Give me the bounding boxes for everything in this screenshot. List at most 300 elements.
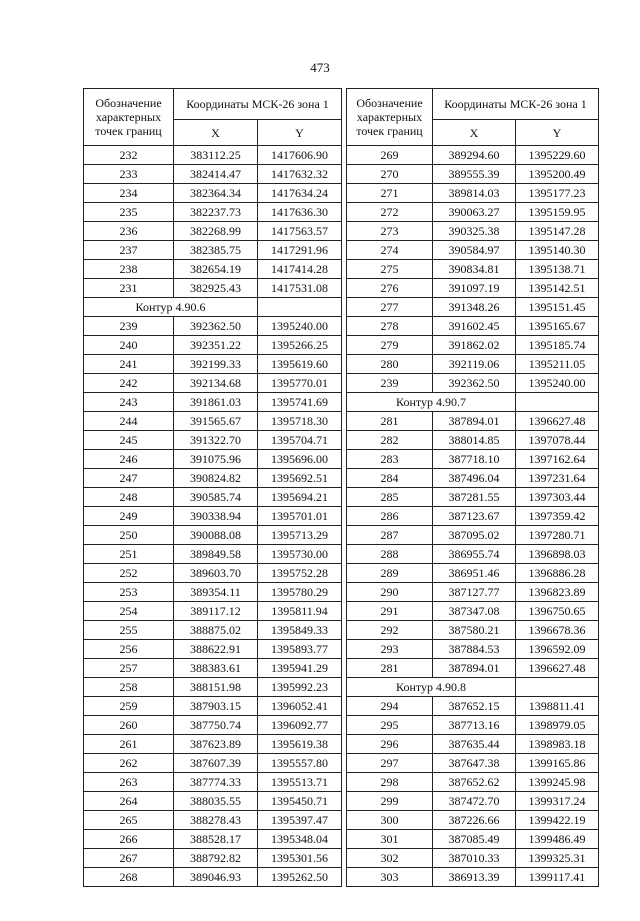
table-row	[84, 792, 342, 811]
contour-row	[347, 678, 599, 697]
header-coordinates: Координаты МСК-26 зона 1	[433, 89, 599, 120]
table-row	[347, 507, 599, 526]
point-number-cell: 249	[84, 507, 174, 526]
x-coordinate-cell: 391322.70	[174, 431, 258, 450]
y-coordinate-cell: 1395229.60	[516, 146, 599, 165]
y-coordinate-cell: 1397231.64	[516, 469, 599, 488]
table-row	[84, 545, 342, 564]
point-number-cell: 241	[84, 355, 174, 374]
x-coordinate-cell: 387750.74	[174, 716, 258, 735]
y-coordinate-cell: 1397359.42	[516, 507, 599, 526]
x-coordinate-cell: 387347.08	[433, 602, 516, 621]
table-row	[84, 678, 342, 697]
y-coordinate-cell: 1396627.48	[516, 412, 599, 431]
x-coordinate-cell: 391075.96	[174, 450, 258, 469]
point-number-cell: 238	[84, 260, 174, 279]
point-number-cell: 263	[84, 773, 174, 792]
point-number-cell: 291	[347, 602, 433, 621]
table-row	[347, 355, 599, 374]
point-number-cell: 294	[347, 697, 433, 716]
table-row	[84, 412, 342, 431]
y-coordinate-cell: 1396750.65	[516, 602, 599, 621]
x-coordinate-cell: 382414.47	[174, 165, 258, 184]
point-number-cell: 278	[347, 317, 433, 336]
y-coordinate-cell: 1396678.36	[516, 621, 599, 640]
contour-label: Контур 4.90.8	[347, 678, 516, 697]
y-coordinate-cell: 1397078.44	[516, 431, 599, 450]
x-coordinate-cell: 391862.02	[433, 336, 516, 355]
x-coordinate-cell: 390088.08	[174, 526, 258, 545]
table-row	[84, 735, 342, 754]
x-coordinate-cell: 386913.39	[433, 868, 516, 887]
table-row	[347, 241, 599, 260]
table-row	[84, 640, 342, 659]
point-number-cell: 282	[347, 431, 433, 450]
y-coordinate-cell: 1395730.00	[258, 545, 342, 564]
coordinates-table-right	[346, 88, 599, 887]
point-number-cell: 274	[347, 241, 433, 260]
table-row	[84, 773, 342, 792]
y-coordinate-cell: 1395165.67	[516, 317, 599, 336]
table-row	[347, 526, 599, 545]
point-number-cell: 235	[84, 203, 174, 222]
table-row	[347, 735, 599, 754]
point-number-cell: 277	[347, 298, 433, 317]
coordinates-table-left	[83, 88, 342, 887]
y-coordinate-cell: 1398811.41	[516, 697, 599, 716]
empty-cell	[258, 298, 342, 317]
x-coordinate-cell: 382654.19	[174, 260, 258, 279]
point-number-cell: 234	[84, 184, 174, 203]
x-coordinate-cell: 387635.44	[433, 735, 516, 754]
point-number-cell: 284	[347, 469, 433, 488]
x-coordinate-cell: 388622.91	[174, 640, 258, 659]
table-row	[84, 868, 342, 887]
point-number-cell: 281	[347, 412, 433, 431]
point-number-cell: 272	[347, 203, 433, 222]
table-row	[347, 279, 599, 298]
contour-label: Контур 4.90.7	[347, 393, 516, 412]
x-coordinate-cell: 387903.15	[174, 697, 258, 716]
table-row	[84, 716, 342, 735]
table-row	[347, 849, 599, 868]
table-row	[84, 697, 342, 716]
x-coordinate-cell: 387652.15	[433, 697, 516, 716]
x-coordinate-cell: 387623.89	[174, 735, 258, 754]
x-coordinate-cell: 387085.49	[433, 830, 516, 849]
y-coordinate-cell: 1395619.60	[258, 355, 342, 374]
y-coordinate-cell: 1395240.00	[516, 374, 599, 393]
y-coordinate-cell: 1395301.56	[258, 849, 342, 868]
table-row	[84, 830, 342, 849]
table-row	[347, 697, 599, 716]
x-coordinate-cell: 387580.21	[433, 621, 516, 640]
point-number-cell: 239	[347, 374, 433, 393]
x-coordinate-cell: 391097.19	[433, 279, 516, 298]
y-coordinate-cell: 1395619.38	[258, 735, 342, 754]
y-coordinate-cell: 1399245.98	[516, 773, 599, 792]
point-number-cell: 270	[347, 165, 433, 184]
table-row	[84, 393, 342, 412]
table-row	[347, 659, 599, 678]
x-coordinate-cell: 387123.67	[433, 507, 516, 526]
point-number-cell: 293	[347, 640, 433, 659]
point-number-cell: 258	[84, 678, 174, 697]
table-row	[347, 260, 599, 279]
y-coordinate-cell: 1395185.74	[516, 336, 599, 355]
x-coordinate-cell: 382385.75	[174, 241, 258, 260]
point-number-cell: 247	[84, 469, 174, 488]
point-number-cell: 303	[347, 868, 433, 887]
header-y: Y	[258, 120, 342, 146]
y-coordinate-cell: 1395780.29	[258, 583, 342, 602]
x-coordinate-cell: 390325.38	[433, 222, 516, 241]
point-number-cell: 276	[347, 279, 433, 298]
table-row	[84, 450, 342, 469]
y-coordinate-cell: 1395397.47	[258, 811, 342, 830]
x-coordinate-cell: 387472.70	[433, 792, 516, 811]
point-number-cell: 296	[347, 735, 433, 754]
point-number-cell: 267	[84, 849, 174, 868]
table-row	[347, 716, 599, 735]
y-coordinate-cell: 1396052.41	[258, 697, 342, 716]
point-number-cell: 285	[347, 488, 433, 507]
table-row	[84, 621, 342, 640]
x-coordinate-cell: 382237.73	[174, 203, 258, 222]
x-coordinate-cell: 390584.97	[433, 241, 516, 260]
table-row	[84, 526, 342, 545]
y-coordinate-cell: 1399486.49	[516, 830, 599, 849]
x-coordinate-cell: 387718.10	[433, 450, 516, 469]
x-coordinate-cell: 387647.38	[433, 754, 516, 773]
y-coordinate-cell: 1395741.69	[258, 393, 342, 412]
x-coordinate-cell: 382268.99	[174, 222, 258, 241]
empty-cell	[516, 678, 599, 697]
table-row	[347, 640, 599, 659]
y-coordinate-cell: 1395770.01	[258, 374, 342, 393]
point-number-cell: 240	[84, 336, 174, 355]
y-coordinate-cell: 1417291.96	[258, 241, 342, 260]
table-row	[347, 621, 599, 640]
empty-cell	[516, 393, 599, 412]
table-row	[84, 659, 342, 678]
point-number-cell: 266	[84, 830, 174, 849]
table-row	[347, 374, 599, 393]
contour-row	[84, 298, 342, 317]
point-number-cell: 231	[84, 279, 174, 298]
table-row	[84, 583, 342, 602]
x-coordinate-cell: 392362.50	[433, 374, 516, 393]
table-row	[84, 222, 342, 241]
point-number-cell: 264	[84, 792, 174, 811]
table-row	[347, 811, 599, 830]
table-row	[347, 545, 599, 564]
table-row	[347, 412, 599, 431]
y-coordinate-cell: 1395893.77	[258, 640, 342, 659]
y-coordinate-cell: 1395701.01	[258, 507, 342, 526]
x-coordinate-cell: 390585.74	[174, 488, 258, 507]
x-coordinate-cell: 387496.04	[433, 469, 516, 488]
table-row	[347, 868, 599, 887]
y-coordinate-cell: 1395262.50	[258, 868, 342, 887]
y-coordinate-cell: 1417414.28	[258, 260, 342, 279]
table-row	[84, 336, 342, 355]
x-coordinate-cell: 392199.33	[174, 355, 258, 374]
point-number-cell: 243	[84, 393, 174, 412]
y-coordinate-cell: 1395240.00	[258, 317, 342, 336]
x-coordinate-cell: 392351.22	[174, 336, 258, 355]
header-x: X	[433, 120, 516, 146]
y-coordinate-cell: 1417563.57	[258, 222, 342, 241]
point-number-cell: 245	[84, 431, 174, 450]
point-number-cell: 236	[84, 222, 174, 241]
point-number-cell: 268	[84, 868, 174, 887]
y-coordinate-cell: 1395704.71	[258, 431, 342, 450]
table-row	[84, 602, 342, 621]
y-coordinate-cell: 1395718.30	[258, 412, 342, 431]
table-row	[347, 450, 599, 469]
point-number-cell: 252	[84, 564, 174, 583]
y-coordinate-cell: 1399325.31	[516, 849, 599, 868]
table-row	[347, 583, 599, 602]
x-coordinate-cell: 388035.55	[174, 792, 258, 811]
table-row	[347, 222, 599, 241]
y-coordinate-cell: 1395177.23	[516, 184, 599, 203]
y-coordinate-cell: 1397303.44	[516, 488, 599, 507]
y-coordinate-cell: 1395811.94	[258, 602, 342, 621]
y-coordinate-cell: 1395200.49	[516, 165, 599, 184]
y-coordinate-cell: 1395348.04	[258, 830, 342, 849]
table-row	[347, 184, 599, 203]
table-row	[347, 488, 599, 507]
point-number-cell: 297	[347, 754, 433, 773]
point-number-cell: 261	[84, 735, 174, 754]
point-number-cell: 244	[84, 412, 174, 431]
y-coordinate-cell: 1397162.64	[516, 450, 599, 469]
y-coordinate-cell: 1396823.89	[516, 583, 599, 602]
table-row	[347, 146, 599, 165]
point-number-cell: 265	[84, 811, 174, 830]
x-coordinate-cell: 387894.01	[433, 659, 516, 678]
x-coordinate-cell: 390834.81	[433, 260, 516, 279]
point-number-cell: 288	[347, 545, 433, 564]
point-number-cell: 253	[84, 583, 174, 602]
point-number-cell: 287	[347, 526, 433, 545]
table-row	[84, 165, 342, 184]
header-coordinates: Координаты МСК-26 зона 1	[174, 89, 342, 120]
x-coordinate-cell: 392119.06	[433, 355, 516, 374]
point-number-cell: 239	[84, 317, 174, 336]
x-coordinate-cell: 387774.33	[174, 773, 258, 792]
x-coordinate-cell: 387281.55	[433, 488, 516, 507]
table-row	[347, 165, 599, 184]
point-number-cell: 256	[84, 640, 174, 659]
y-coordinate-cell: 1398983.18	[516, 735, 599, 754]
y-coordinate-cell: 1395138.71	[516, 260, 599, 279]
point-number-cell: 269	[347, 146, 433, 165]
y-coordinate-cell: 1417634.24	[258, 184, 342, 203]
x-coordinate-cell: 389849.58	[174, 545, 258, 564]
point-number-cell: 279	[347, 336, 433, 355]
x-coordinate-cell: 383112.25	[174, 146, 258, 165]
table-row	[84, 849, 342, 868]
y-coordinate-cell: 1417531.08	[258, 279, 342, 298]
y-coordinate-cell: 1396092.77	[258, 716, 342, 735]
point-number-cell: 289	[347, 564, 433, 583]
x-coordinate-cell: 387652.62	[433, 773, 516, 792]
y-coordinate-cell: 1397280.71	[516, 526, 599, 545]
x-coordinate-cell: 389603.70	[174, 564, 258, 583]
x-coordinate-cell: 387127.77	[433, 583, 516, 602]
point-number-cell: 280	[347, 355, 433, 374]
x-coordinate-cell: 390338.94	[174, 507, 258, 526]
point-number-cell: 302	[347, 849, 433, 868]
table-row	[347, 317, 599, 336]
point-number-cell: 260	[84, 716, 174, 735]
table-row	[84, 203, 342, 222]
table-row	[347, 336, 599, 355]
point-number-cell: 292	[347, 621, 433, 640]
y-coordinate-cell: 1395692.51	[258, 469, 342, 488]
x-coordinate-cell: 387894.01	[433, 412, 516, 431]
header-x: X	[174, 120, 258, 146]
y-coordinate-cell: 1398979.05	[516, 716, 599, 735]
table-row	[84, 355, 342, 374]
table-row	[347, 830, 599, 849]
point-number-cell: 251	[84, 545, 174, 564]
x-coordinate-cell: 391602.45	[433, 317, 516, 336]
table-row	[84, 488, 342, 507]
point-number-cell: 298	[347, 773, 433, 792]
x-coordinate-cell: 388383.61	[174, 659, 258, 678]
y-coordinate-cell: 1395713.29	[258, 526, 342, 545]
header-y: Y	[516, 120, 599, 146]
y-coordinate-cell: 1395513.71	[258, 773, 342, 792]
table-row	[347, 469, 599, 488]
y-coordinate-cell: 1417632.32	[258, 165, 342, 184]
point-number-cell: 232	[84, 146, 174, 165]
y-coordinate-cell: 1395266.25	[258, 336, 342, 355]
y-coordinate-cell: 1395450.71	[258, 792, 342, 811]
y-coordinate-cell: 1399117.41	[516, 868, 599, 887]
contour-row	[347, 393, 599, 412]
x-coordinate-cell: 390824.82	[174, 469, 258, 488]
x-coordinate-cell: 387713.16	[433, 716, 516, 735]
x-coordinate-cell: 389555.39	[433, 165, 516, 184]
point-number-cell: 281	[347, 659, 433, 678]
x-coordinate-cell: 386955.74	[433, 545, 516, 564]
point-number-cell: 257	[84, 659, 174, 678]
point-number-cell: 271	[347, 184, 433, 203]
table-row	[84, 184, 342, 203]
point-number-cell: 273	[347, 222, 433, 241]
y-coordinate-cell: 1399422.19	[516, 811, 599, 830]
x-coordinate-cell: 388875.02	[174, 621, 258, 640]
x-coordinate-cell: 392362.50	[174, 317, 258, 336]
table-row	[84, 469, 342, 488]
table-row	[347, 754, 599, 773]
table-row	[84, 507, 342, 526]
table-row	[84, 431, 342, 450]
y-coordinate-cell: 1395159.95	[516, 203, 599, 222]
y-coordinate-cell: 1395696.00	[258, 450, 342, 469]
x-coordinate-cell: 392134.68	[174, 374, 258, 393]
table-row	[84, 260, 342, 279]
y-coordinate-cell: 1417606.90	[258, 146, 342, 165]
x-coordinate-cell: 386951.46	[433, 564, 516, 583]
table-row	[84, 317, 342, 336]
x-coordinate-cell: 389117.12	[174, 602, 258, 621]
x-coordinate-cell: 389046.93	[174, 868, 258, 887]
y-coordinate-cell: 1399317.24	[516, 792, 599, 811]
point-number-cell: 259	[84, 697, 174, 716]
y-coordinate-cell: 1396627.48	[516, 659, 599, 678]
table-row	[347, 602, 599, 621]
table-row	[347, 298, 599, 317]
y-coordinate-cell: 1395151.45	[516, 298, 599, 317]
contour-label: Контур 4.90.6	[84, 298, 258, 317]
x-coordinate-cell: 391565.67	[174, 412, 258, 431]
x-coordinate-cell: 382925.43	[174, 279, 258, 298]
table-row	[84, 374, 342, 393]
point-number-cell: 233	[84, 165, 174, 184]
point-number-cell: 246	[84, 450, 174, 469]
table-row	[84, 811, 342, 830]
table-row	[347, 564, 599, 583]
y-coordinate-cell: 1395147.28	[516, 222, 599, 241]
y-coordinate-cell: 1396898.03	[516, 545, 599, 564]
table-body-left	[84, 146, 342, 887]
table-row	[347, 773, 599, 792]
y-coordinate-cell: 1395941.29	[258, 659, 342, 678]
point-number-cell: 248	[84, 488, 174, 507]
x-coordinate-cell: 388151.98	[174, 678, 258, 697]
y-coordinate-cell: 1396886.28	[516, 564, 599, 583]
point-number-cell: 295	[347, 716, 433, 735]
header-designation: Обозначение характерных точек границ	[84, 89, 174, 146]
point-number-cell: 262	[84, 754, 174, 773]
y-coordinate-cell: 1399165.86	[516, 754, 599, 773]
x-coordinate-cell: 389294.60	[433, 146, 516, 165]
page-number: 473	[310, 60, 330, 75]
y-coordinate-cell: 1396592.09	[516, 640, 599, 659]
point-number-cell: 255	[84, 621, 174, 640]
point-number-cell: 290	[347, 583, 433, 602]
y-coordinate-cell: 1395142.51	[516, 279, 599, 298]
x-coordinate-cell: 387884.53	[433, 640, 516, 659]
y-coordinate-cell: 1417636.30	[258, 203, 342, 222]
y-coordinate-cell: 1395211.05	[516, 355, 599, 374]
table-row	[84, 279, 342, 298]
y-coordinate-cell: 1395140.30	[516, 241, 599, 260]
point-number-cell: 242	[84, 374, 174, 393]
x-coordinate-cell: 391348.26	[433, 298, 516, 317]
table-body-right	[347, 146, 599, 887]
y-coordinate-cell: 1395694.21	[258, 488, 342, 507]
point-number-cell: 254	[84, 602, 174, 621]
table-row	[347, 431, 599, 450]
x-coordinate-cell: 389354.11	[174, 583, 258, 602]
y-coordinate-cell: 1395992.23	[258, 678, 342, 697]
header-designation: Обозначение характерных точек границ	[347, 89, 433, 146]
point-number-cell: 237	[84, 241, 174, 260]
x-coordinate-cell: 387095.02	[433, 526, 516, 545]
point-number-cell: 299	[347, 792, 433, 811]
y-coordinate-cell: 1395849.33	[258, 621, 342, 640]
table-row	[84, 754, 342, 773]
table-row	[84, 146, 342, 165]
table-row	[84, 241, 342, 260]
